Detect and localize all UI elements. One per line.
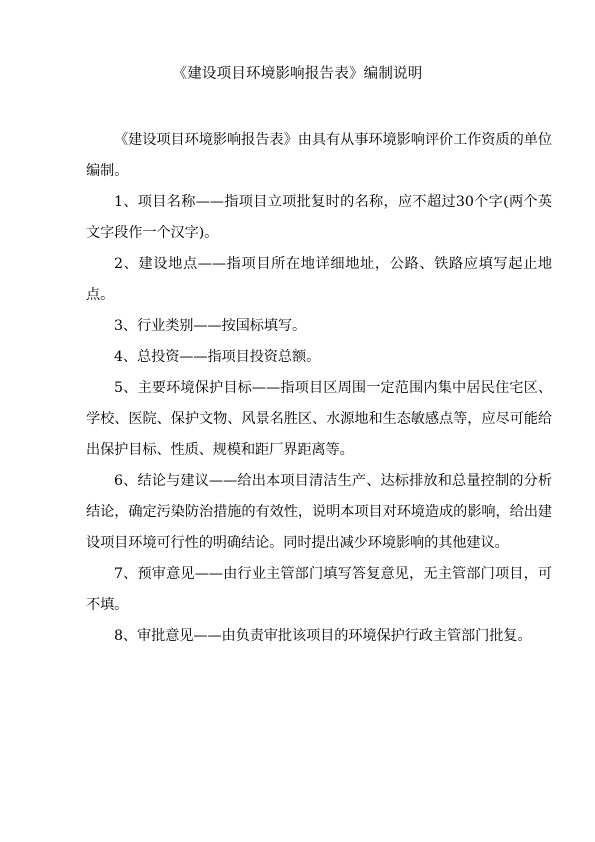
item-conclusions: 6、结论与建议——给出本项目清洁生产、达标排放和总量控制的分析结论，确定污染防治措施的有效性，说明本项目对环境造成的影响，给出建设项目环境可行性的明确结论。同时提出减少环境影响的其他建议。 [86,473,552,551]
item-protection-targets: 5、主要环境保护目标——指项目区周围一定范围内集中居民住宅区、学校、医院、保护文物、风景名胜区、水源地和生态敏感点等，应尽可能给出保护目标、性质、规模和距厂界距离等。 [86,380,552,458]
item-construction-site: 2、建设地点——指项目所在地详细地址，公路、铁路应填写起止地点。 [86,256,552,303]
item-preliminary-review: 7、预审意见——由行业主管部门填写答复意见，无主管部门项目，可不填。 [86,566,552,613]
item-project-name: 1、项目名称——指项目立项批复时的名称，应不超过30个字(两个英文字段作一个汉字)。 [86,194,552,241]
document-title: 《建设项目环境影响报告表》编制说明 [172,66,423,82]
item-industry-category: 3、行业类别——按国标填写。 [114,318,307,334]
intro-paragraph: 《建设项目环境影响报告表》由具有从事环境影响评价工作资质的单位编制。 [86,132,552,179]
item-approval: 8、审批意见——由负责审批该项目的环境保护行政主管部门批复。 [114,628,532,644]
item-total-investment: 4、总投资——指项目投资总额。 [114,349,321,365]
document-body [86,125,552,652]
